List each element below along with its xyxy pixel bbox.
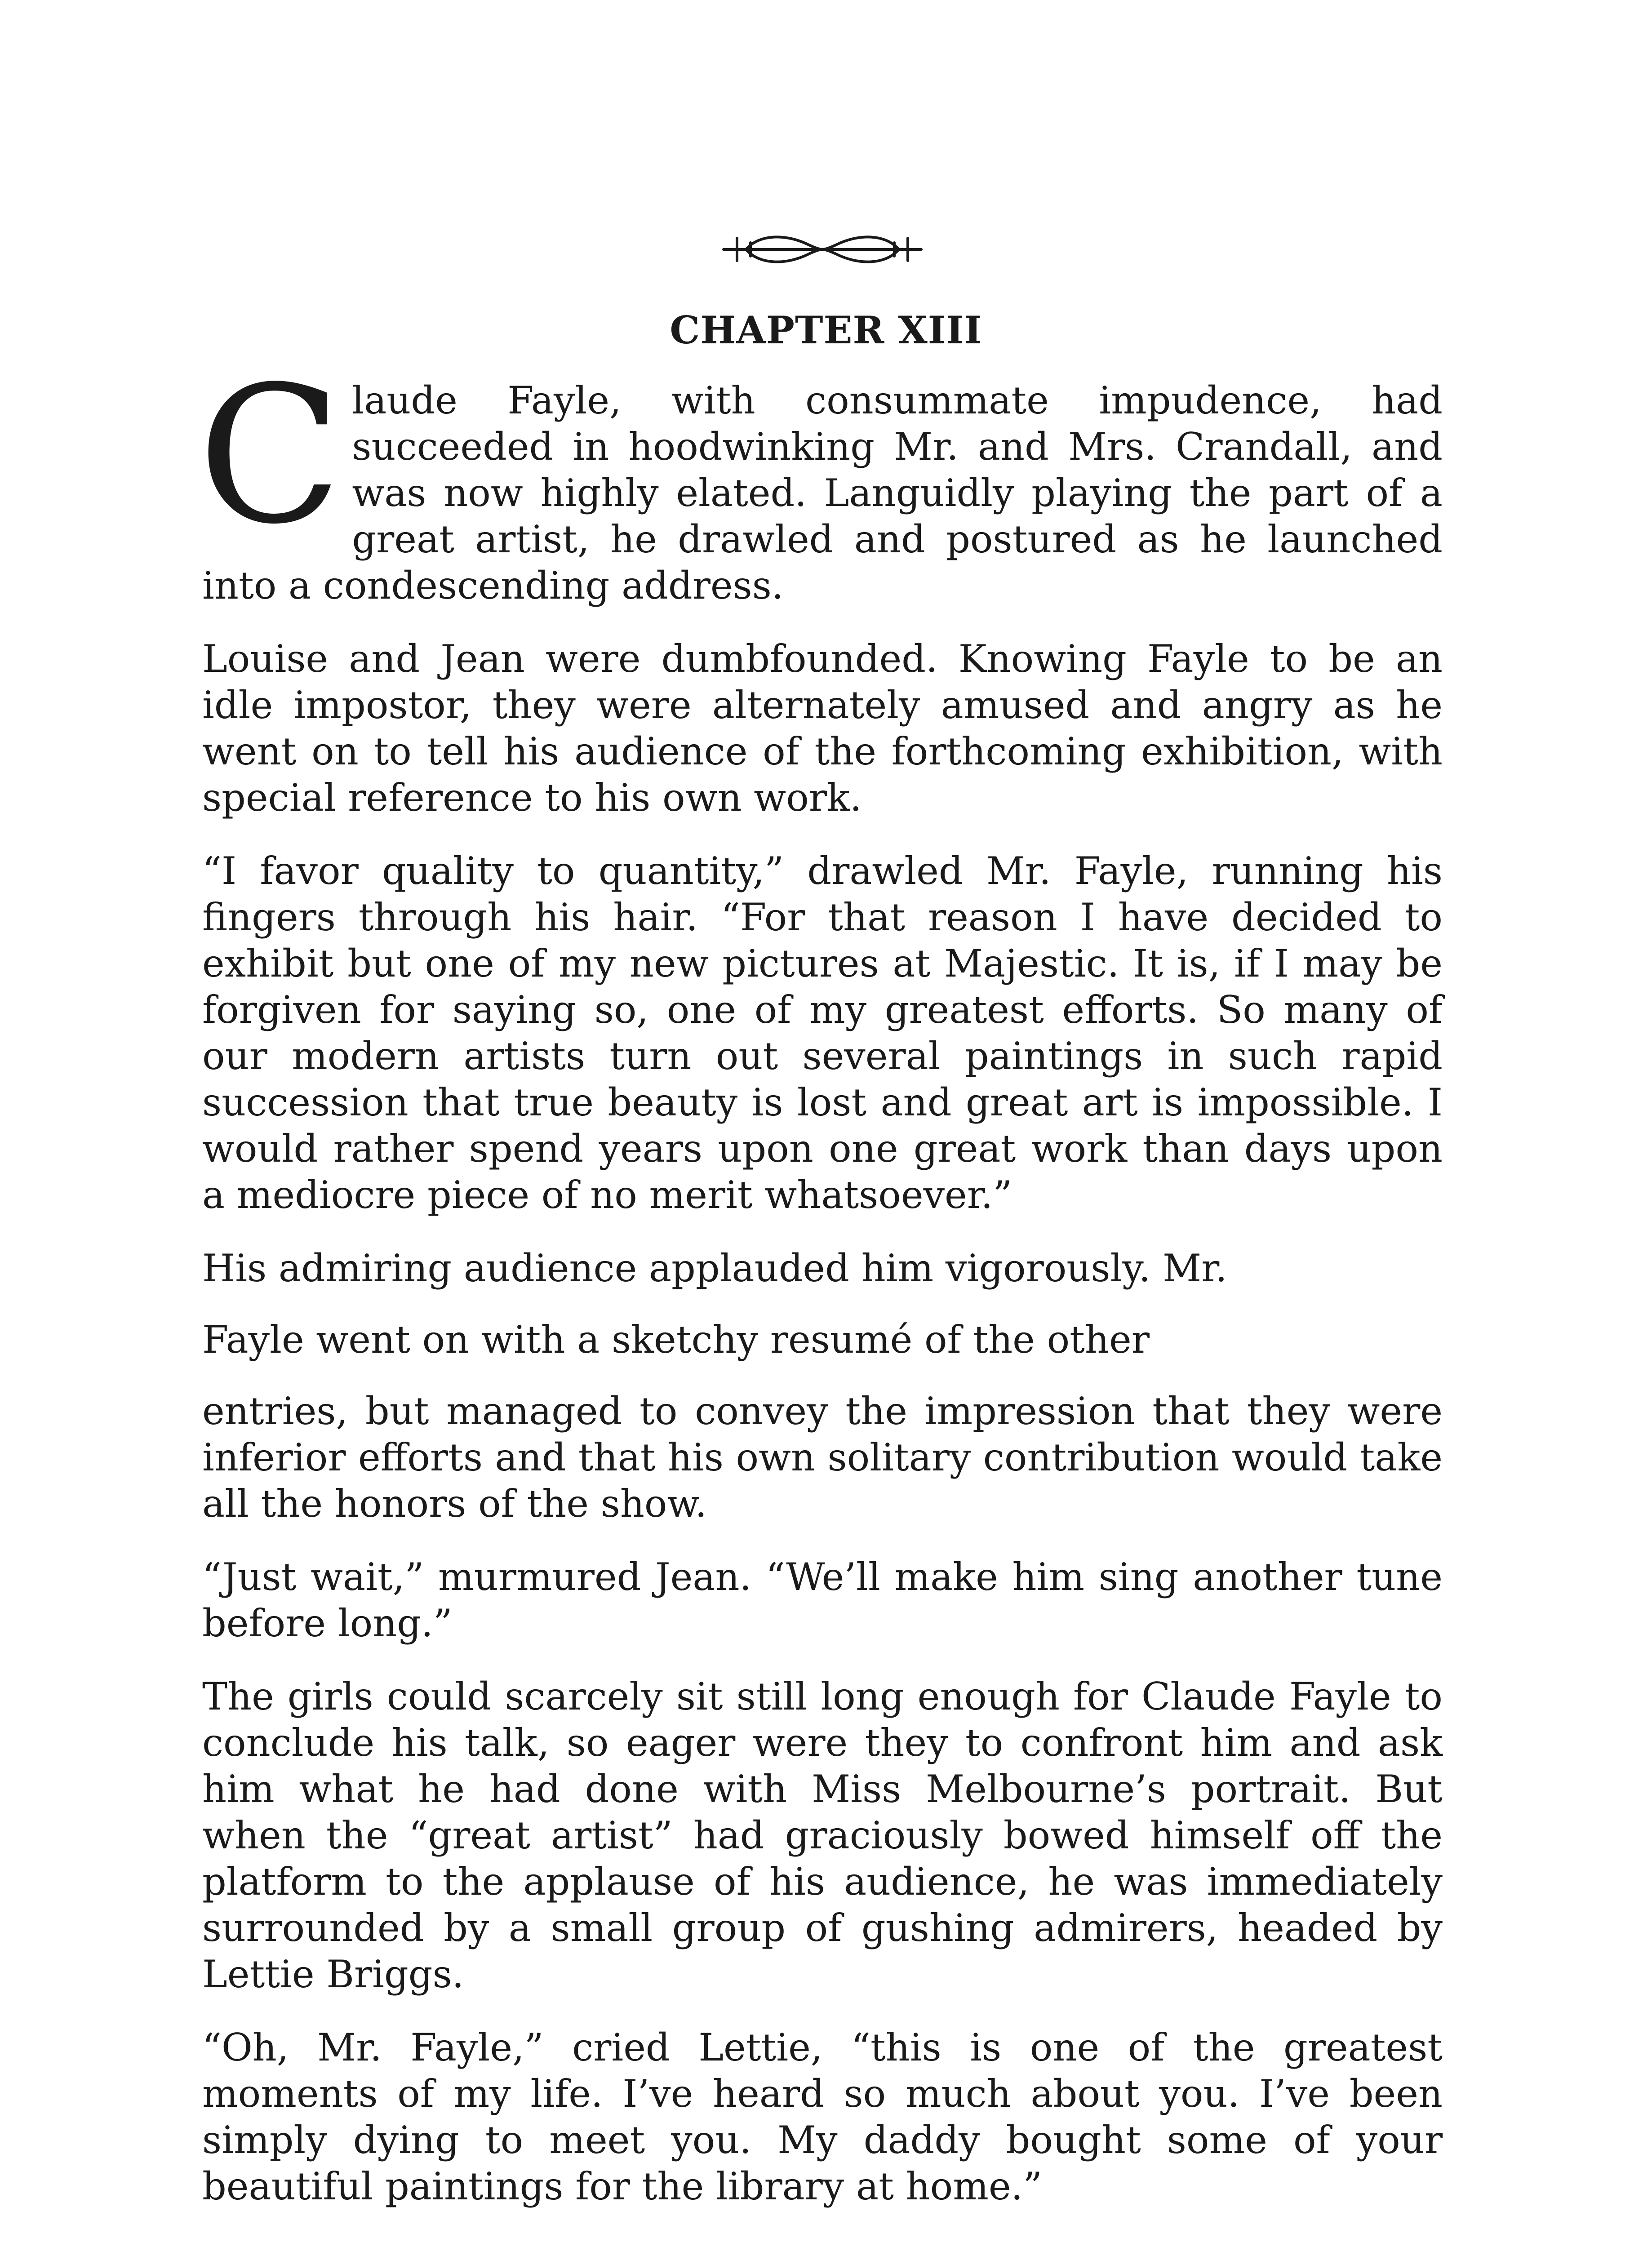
drop-cap: C (198, 346, 342, 566)
chapter-body (198, 346, 1443, 2237)
chapter-ornament-icon (719, 225, 926, 274)
paragraph-6: entries, but managed to convey the impression that they were inferior efforts and that his own solitary contribution would take all the honors of the show. (202, 1389, 1443, 1526)
paragraph-4: His admiring audience applauded him vigorously. Mr. (202, 1246, 1227, 1290)
paragraph-7: “Just wait,” murmured Jean. “We’ll make him sing another tune before long.” (202, 1555, 1443, 1645)
paragraph-5: Fayle went on with a sketchy resumé of the other (202, 1318, 1150, 1362)
paragraph-3: “I favor quality to quantity,” drawled Mr. Fayle, running his fingers through his hair. “For that reason I have decided to exhibit but one of my new pictures at Majestic. It is, if I may be forgiven for saying so, one of my greatest efforts. So many of our modern artists turn out several paintings in such rapid succession that true beauty is lost and great art is impossible. I would rather spend years upon one great work than days upon a mediocre piece of no merit whatsoever.” (202, 849, 1443, 1217)
chapter-title: CHAPTER XIII (670, 308, 982, 352)
paragraph-9: “Oh, Mr. Fayle,” cried Lettie, “this is one of the greatest moments of my life. I’ve heard so much about you. I’ve been simply dying to meet you. My daddy bought some of your beautiful paintings for the library at home.” (202, 2025, 1443, 2208)
paragraph-1 (198, 346, 1443, 609)
paragraph-1-text: laude Fayle, with consummate impudence, had succeeded in hoodwinking Mr. and Mrs. Crandall, and was now highly elated. Languidly playing the part of a great artist, he drawled and postured as he launched into a condescending address. (202, 378, 1443, 608)
paragraph-8: The girls could scarcely sit still long enough for Claude Fayle to conclude his talk, so eager were they to confront him and ask him what he had done with Miss Melbourne’s portrait. But when the “great artist” had graciously bowed himself off the platform to the applause of his audience, he was immediately surrounded by a small group of gushing admirers, headed by Lettie Briggs. (202, 1674, 1443, 1996)
paragraph-2: Louise and Jean were dumbfounded. Knowing Fayle to be an idle impostor, they were alternately amused and angry as he went on to tell his audience of the forthcoming exhibition, with special reference to his own work. (202, 637, 1443, 820)
